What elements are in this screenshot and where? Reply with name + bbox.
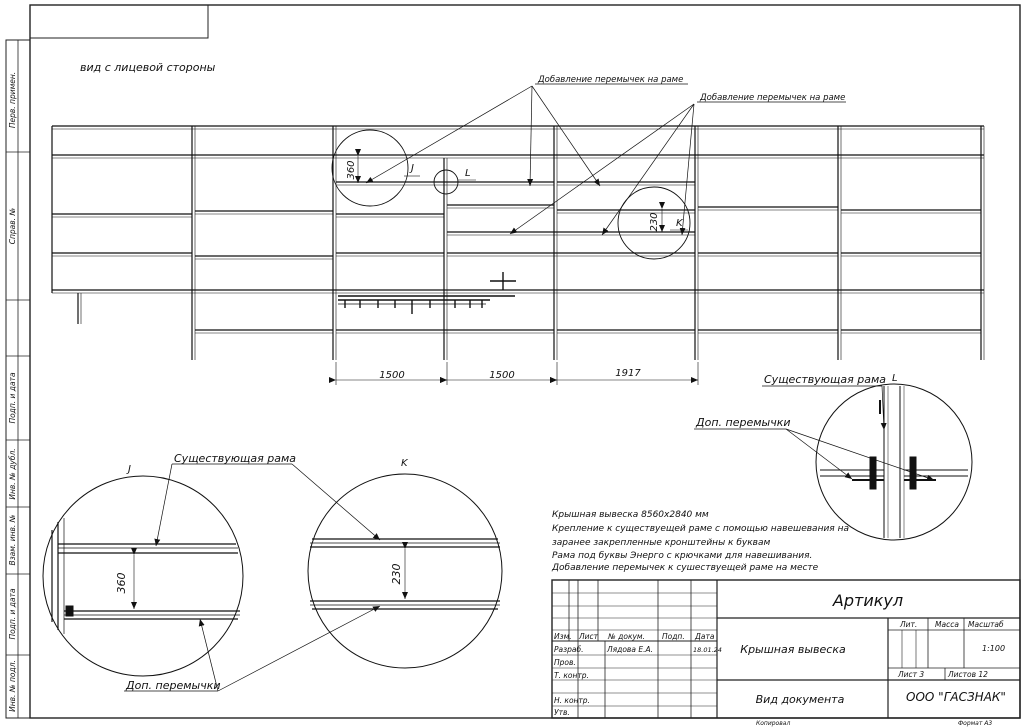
- tb-company: ООО "ГАСЗНАК": [906, 690, 1006, 704]
- label-k-main: K: [676, 218, 683, 229]
- stamp-podp-data-2: Подп. и дата: [8, 588, 17, 640]
- label-j-main: J: [411, 163, 414, 174]
- note-line-1: Крышная вывеска 8560х2840 мм: [552, 510, 709, 520]
- callout-add-crossbars-2: Добавление перемычек на раме: [700, 93, 846, 103]
- label-l-detail: L: [892, 373, 898, 384]
- detail-l: [694, 373, 972, 540]
- tb-format: Формат А3: [958, 720, 993, 727]
- label-j-detail: J: [128, 464, 131, 475]
- note-line-2: Крепление к существуещей раме с помощью навешевания на: [552, 524, 849, 534]
- tb-row-nkontr: Н. контр.: [554, 696, 590, 705]
- tb-header-date: Дата: [695, 632, 715, 641]
- dim-230-detail: 230: [390, 563, 403, 585]
- crossbar-callout-leaders: [366, 84, 846, 235]
- view-title: вид с лицевой стороны: [80, 61, 216, 74]
- tb-doc-type: Вид документа: [755, 693, 845, 706]
- side-stamp-labels: [8, 72, 17, 712]
- tb-mass: Масса: [935, 620, 959, 629]
- stamp-inv-dubl: Инв. № дубл.: [8, 448, 17, 500]
- dim-1500-b: 1500: [489, 370, 515, 381]
- tb-header-sign: Подп.: [662, 632, 685, 641]
- tb-row-prov: Пров.: [554, 658, 576, 667]
- stamp-sprav-no: Справ. №: [8, 207, 17, 245]
- tb-sheet: Лист 3: [898, 670, 925, 679]
- note-line-5: Добавление перемычек к сушествуещей раме на месте: [552, 563, 819, 573]
- tb-header-izm: Изм.: [554, 632, 572, 641]
- detail-k: [218, 458, 502, 691]
- stamp-perv-primen: Перв. примен.: [8, 71, 17, 129]
- note-line-3: заранее закрепленные кронштейны к буквам: [552, 538, 771, 548]
- main-frame: [52, 126, 984, 360]
- callout-add-crossbars-1: Добавление перемычек на раме: [538, 75, 684, 85]
- tb-copied: Копировал: [756, 720, 791, 727]
- stamp-vzam-inv: Взам. инв. №: [8, 514, 17, 566]
- dim-1500-a: 1500: [379, 370, 405, 381]
- tb-sheets: Листов 12: [948, 670, 988, 679]
- dim-360-detail: 360: [115, 572, 128, 594]
- tb-name: Крышная вывеска: [740, 643, 846, 656]
- tb-scale: 1:100: [982, 644, 1006, 653]
- tb-dev-date: 18.01.24: [693, 646, 722, 654]
- dim-360-main: 360: [346, 160, 357, 180]
- label-l-main: L: [465, 168, 471, 179]
- main-height-dims: [358, 156, 662, 232]
- note-line-4: Рама под буквы Энерго с крючками для навешивания.: [552, 551, 813, 561]
- callout-extra-crossbars-l: Доп. перемычки: [696, 416, 791, 429]
- title-block-text: [554, 591, 1006, 727]
- tb-developer: Лядова Е.А.: [607, 645, 653, 654]
- tb-header-list: Лист: [579, 632, 599, 641]
- stamp-inv-podl: Инв. № подл.: [8, 660, 17, 712]
- tb-row-utv: Утв.: [554, 708, 570, 717]
- stamp-podp-data-1: Подп. и дата: [8, 372, 17, 424]
- callout-existing-frame-l: Существующая рама: [764, 373, 887, 386]
- tb-row-razrab: Разраб.: [554, 645, 584, 654]
- detail-markers: [332, 130, 690, 259]
- dim-230-main: 230: [649, 212, 660, 232]
- tb-scale-label: Масштаб: [968, 620, 1004, 629]
- label-k-detail: K: [401, 458, 408, 469]
- tb-lit: Лит.: [900, 620, 918, 629]
- tb-header-doc-no: № докум.: [608, 632, 645, 641]
- detail-leaders: [404, 176, 688, 230]
- detail-j: [43, 452, 296, 692]
- callout-extra-crossbars-j: Доп. перемычки: [126, 679, 221, 692]
- dim-1917: 1917: [615, 368, 641, 379]
- callout-existing-frame-j: Существующая рама: [174, 452, 297, 465]
- notes: [551, 510, 849, 573]
- tb-row-tkontr: Т. контр.: [554, 671, 589, 680]
- tb-article: Артикул: [832, 591, 904, 610]
- main-detail-labels: [409, 163, 684, 232]
